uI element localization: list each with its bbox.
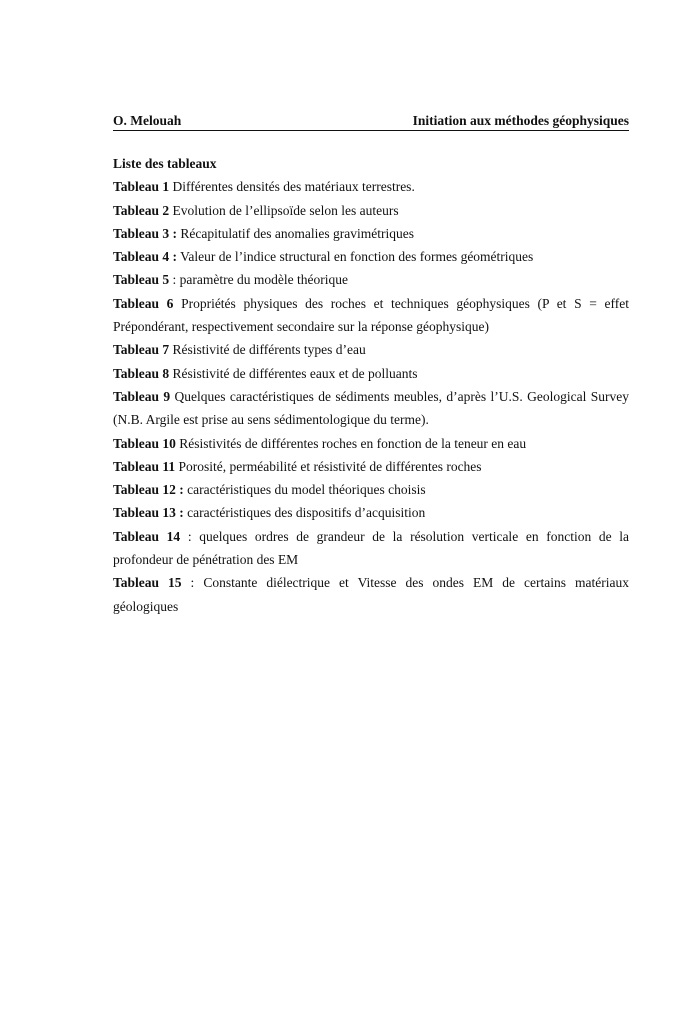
entry-text: Résistivités de différentes roches en fonction de la teneur en eau	[175, 435, 527, 451]
entry-label: Tableau 12 :	[113, 482, 184, 498]
list-item	[113, 478, 629, 501]
list-of-tables	[113, 152, 629, 618]
list-item	[113, 432, 629, 455]
entry-label: Tableau 3 :	[113, 225, 178, 241]
list-item	[113, 292, 629, 339]
list-item	[113, 385, 629, 432]
entry-label: Tableau 7	[113, 342, 170, 358]
page-header	[113, 112, 629, 131]
entry-text: : quelques ordres de grandeur de la résolution verticale en fonction de la profondeur de pénétration des EM	[113, 528, 629, 568]
entry-label: Tableau 4 :	[113, 249, 178, 265]
list-item	[113, 525, 629, 572]
entry-text: caractéristiques des dispositifs d’acquisition	[183, 505, 426, 521]
entry-label: Tableau 6	[113, 295, 174, 311]
entry-label: Tableau 11	[113, 458, 176, 474]
entry-text: : paramètre du modèle théorique	[169, 272, 348, 288]
list-item	[113, 175, 629, 198]
entry-label: Tableau 9	[113, 388, 171, 404]
entry-label: Tableau 1	[113, 179, 170, 195]
list-item	[113, 338, 629, 361]
list-item	[113, 222, 629, 245]
list-item	[113, 268, 629, 291]
entry-label: Tableau 15	[113, 575, 182, 591]
entry-text: Propriétés physiques des roches et techniques géophysiques (P et S = effet Prépondérant, respectivement secondaire sur la réponse géophysique)	[113, 295, 629, 335]
header-author: O. Melouah	[113, 113, 182, 128]
entry-label: Tableau 13 :	[113, 505, 184, 521]
list-item	[113, 571, 629, 618]
entry-text: Résistivité de différentes eaux et de polluants	[169, 365, 418, 381]
entry-label: Tableau 10	[113, 435, 176, 451]
entry-text: Valeur de l’indice structural en fonction des formes géométriques	[177, 249, 534, 265]
list-item	[113, 362, 629, 385]
entry-text: Evolution de l’ellipsoïde selon les auteurs	[169, 202, 399, 218]
list-item	[113, 501, 629, 524]
entry-text: Porosité, perméabilité et résistivité de différentes roches	[175, 458, 482, 474]
entry-label: Tableau 8	[113, 365, 170, 381]
list-title: Liste des tableaux	[113, 156, 217, 171]
entry-text: Résistivité de différents types d’eau	[169, 342, 366, 358]
list-item	[113, 245, 629, 268]
entry-text: Différentes densités des matériaux terrestres.	[169, 179, 415, 195]
entry-text: Récapitulatif des anomalies gravimétriques	[177, 225, 414, 241]
list-item	[113, 455, 629, 478]
entry-text: Quelques caractéristiques de sédiments meubles, d’après l’U.S. Geological Survey (N.B. Argile est prise au sens sédimentologique du terme).	[113, 388, 629, 428]
entry-text: caractéristiques du model théoriques choisis	[183, 482, 426, 498]
entry-label: Tableau 5	[113, 272, 170, 288]
entry-label: Tableau 2	[113, 202, 170, 218]
entry-text: : Constante diélectrique et Vitesse des ondes EM de certains matériaux géologiques	[113, 575, 629, 614]
list-item	[113, 199, 629, 222]
entry-label: Tableau 14	[113, 528, 181, 544]
header-document-title: Initiation aux méthodes géophysiques	[412, 113, 629, 128]
